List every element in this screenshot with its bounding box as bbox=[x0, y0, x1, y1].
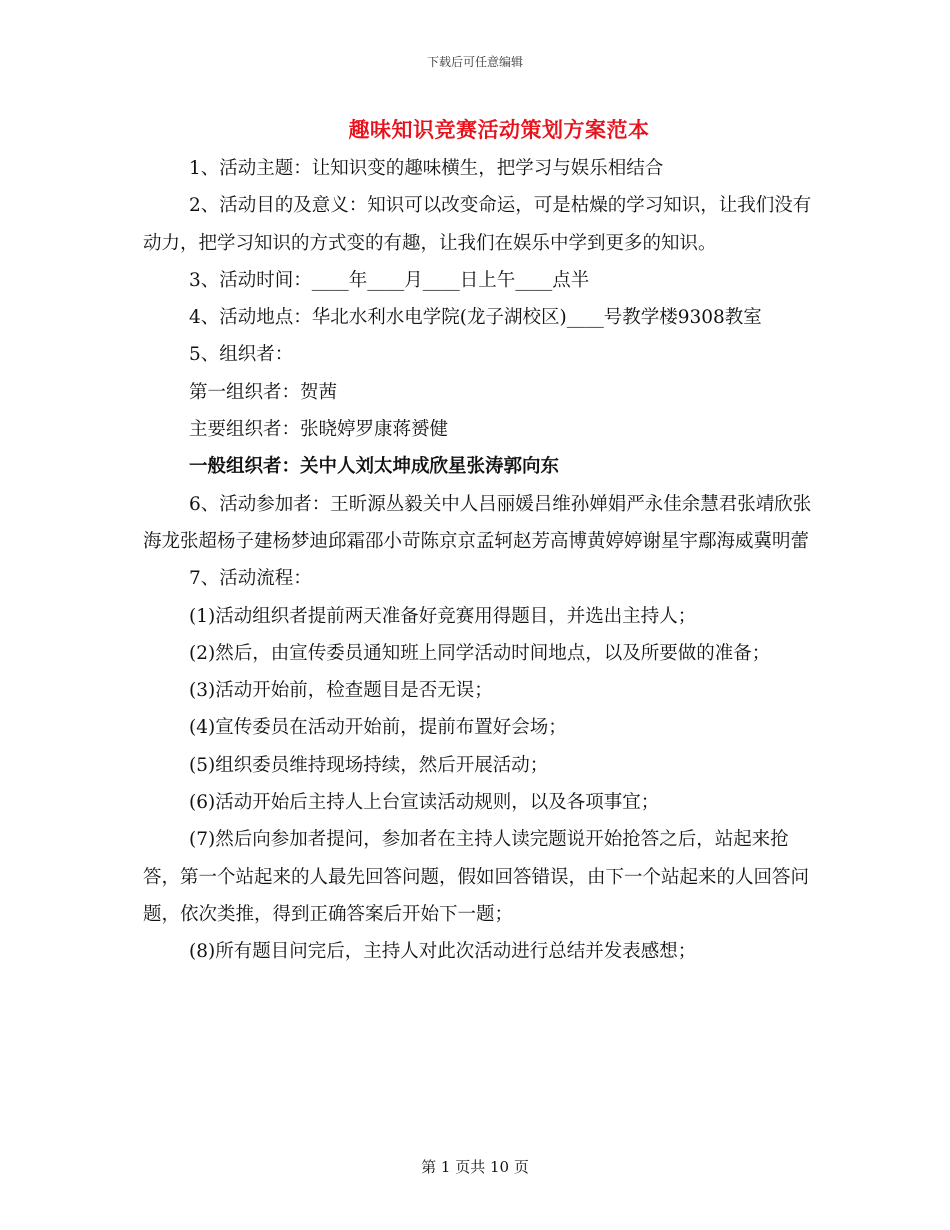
header-note: 下载后可任意编辑 bbox=[426, 55, 523, 69]
paragraph-step-8: (8)所有题目问完后，主持人对此次活动进行总结并发表感想； bbox=[189, 941, 697, 963]
paragraph-first-organizer: 第一组织者：贺茜 bbox=[189, 381, 338, 403]
document-title: 趣味知识竞赛活动策划方案范本 bbox=[348, 117, 650, 142]
paragraph-participants: 6、活动参加者：王昕源丛毅关中人吕丽媛吕维孙婵娟严永佳余慧君张靖欣张海龙张超杨子建杨梦迪邱霜邵小苛陈京京孟轲赵芳高博黄婷婷谢星宇鄢海威冀明蕾 bbox=[143, 493, 812, 552]
paragraph-theme: 1、活动主题：让知识变的趣味横生，把学习与娱乐相结合 bbox=[189, 158, 664, 179]
paragraph-general-organizers: 一般组织者：关中人刘太坤成欣星张涛郭向东 bbox=[189, 456, 560, 478]
paragraph-main-organizers: 主要组织者：张晓婷罗康蒋赟健 bbox=[189, 419, 449, 441]
paragraph-location: 4、活动地点：华北水利水电学院(龙子湖校区)____号教学楼9308教室 bbox=[189, 307, 762, 329]
paragraph-step-5: (5)组织委员维持现场持续，然后开展活动； bbox=[189, 754, 549, 776]
paragraph-organizers-heading: 5、组织者： bbox=[189, 344, 294, 366]
paragraph-time: 3、活动时间：____年____月____日上午____点半 bbox=[189, 269, 590, 291]
paragraph-step-4: (4)宣传委员在活动开始前，提前布置好会场； bbox=[189, 717, 567, 739]
paragraph-purpose: 2、活动目的及意义：知识可以改变命运，可是枯燥的学习知识，让我们没有动力，把学习知识的方式变的有趣，让我们在娱乐中学到更多的知识。 bbox=[143, 195, 812, 254]
paragraph-step-1: (1)活动组织者提前两天准备好竞赛用得题目，并选出主持人； bbox=[189, 605, 697, 627]
page-number-footer: 第 1 页共 10 页 bbox=[421, 1158, 529, 1176]
paragraph-step-6: (6)活动开始后主持人上台宣读活动规则，以及各项事宜； bbox=[189, 792, 660, 814]
paragraph-step-3: (3)活动开始前，检查题目是否无误； bbox=[189, 680, 493, 702]
paragraph-step-7: (7)然后向参加者提问，参加者在主持人读完题说开始抢答之后，站起来抢答，第一个站起来的人最先回答问题，假如回答错误，由下一个站起来的人回答问题，依次类推，得到正确答案后开始下一题； bbox=[143, 829, 810, 925]
paragraph-step-2: (2)然后，由宣传委员通知班上同学活动时间地点，以及所要做的准备； bbox=[189, 642, 771, 664]
document-body bbox=[143, 150, 813, 971]
paragraph-process-heading: 7、活动流程： bbox=[189, 568, 312, 590]
